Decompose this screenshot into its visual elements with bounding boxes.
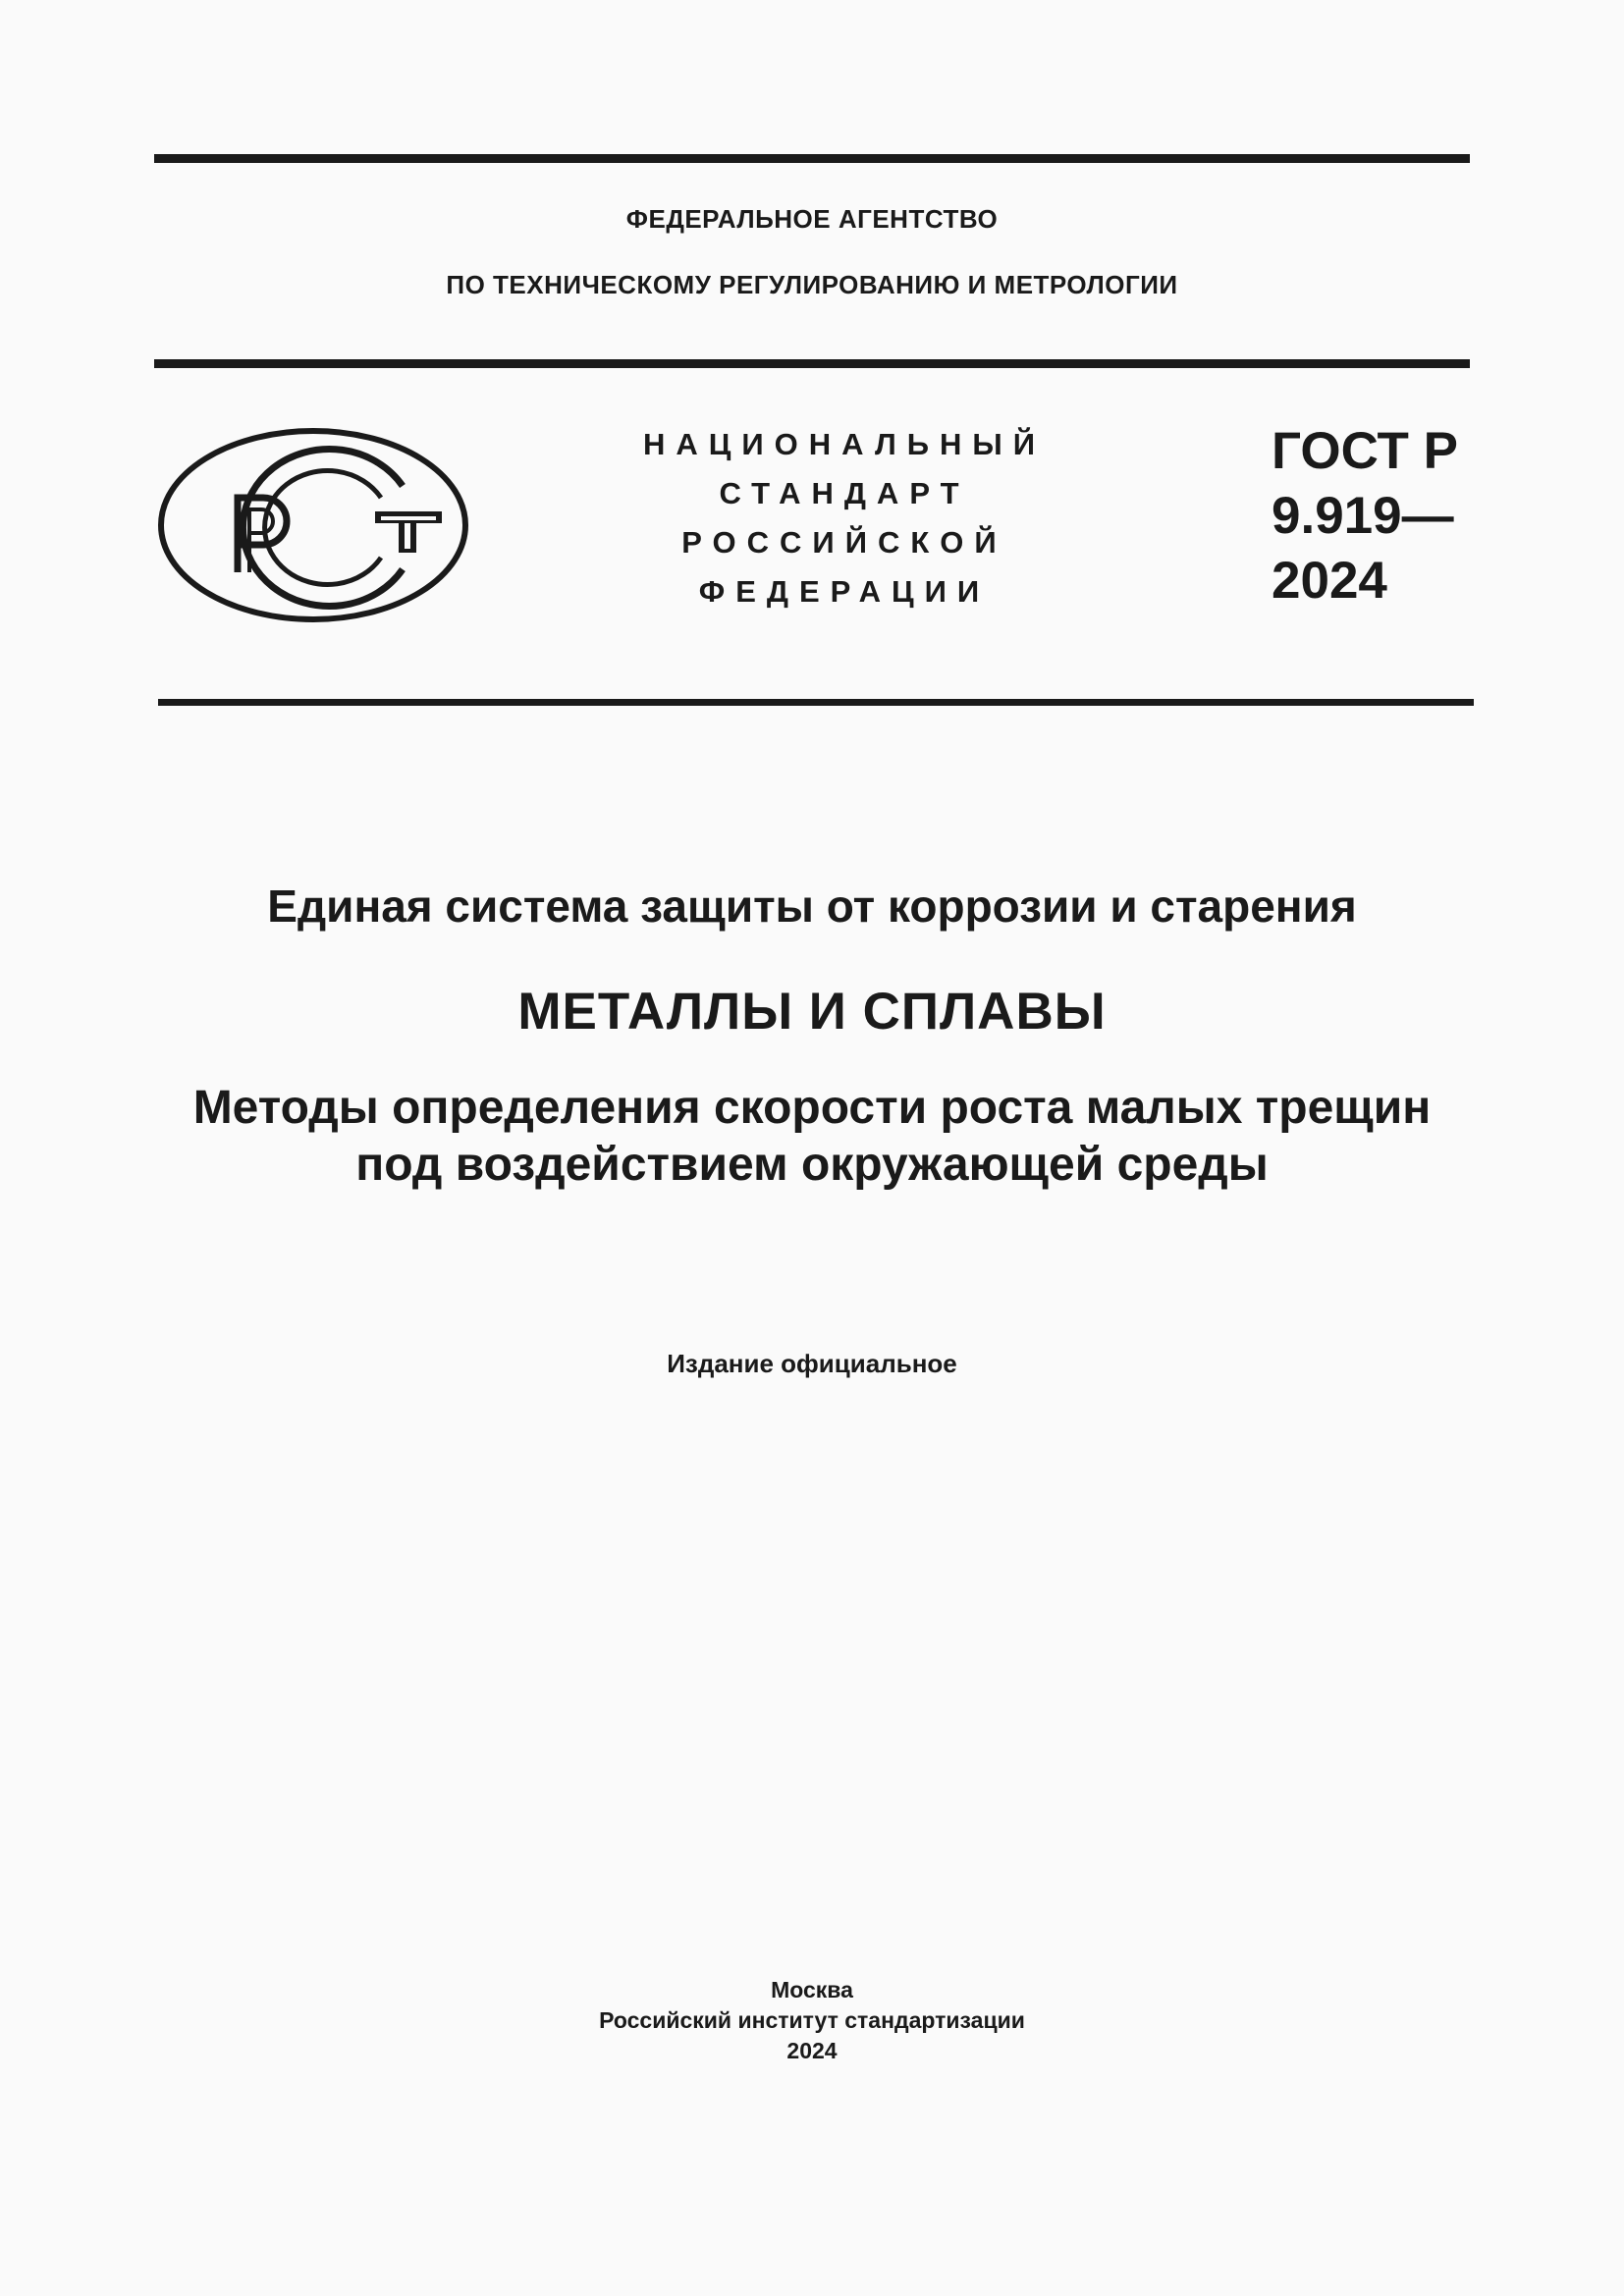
- subtitle: [0, 1080, 1624, 1194]
- imprint-city: Москва: [771, 1977, 853, 2002]
- designation-line3: 2024: [1272, 552, 1387, 610]
- subtitle-line1: Методы определения скорости роста малых трещин: [192, 1082, 1432, 1134]
- header-rule: [154, 359, 1470, 368]
- main-title: МЕТАЛЛЫ И СПЛАВЫ: [517, 983, 1107, 1041]
- agency-name-line2: ПО ТЕХНИЧЕСКОМУ РЕГУЛИРОВАНИЮ И МЕТРОЛОГИИ: [446, 270, 1178, 299]
- edition-note: Издание официальное: [667, 1349, 957, 1378]
- series-title: Единая система защиты от коррозии и старения: [267, 881, 1357, 932]
- standard-type-line3: РОССИЙСКОЙ: [681, 525, 1007, 560]
- standard-designation: [1272, 419, 1488, 614]
- imprint: [0, 1975, 1624, 2066]
- agency-name-line1: ФЕДЕРАЛЬНОЕ АГЕНТСТВО: [625, 204, 999, 234]
- subtitle-line2: под воздействием окружающей среды: [355, 1139, 1269, 1191]
- top-rule: [154, 154, 1470, 163]
- imprint-year: 2024: [786, 2038, 838, 2063]
- standard-type-line4: ФЕДЕРАЦИИ: [698, 574, 991, 609]
- designation-line1: ГОСТ Р: [1272, 422, 1458, 480]
- standard-type-line1: НАЦИОНАЛЬНЫЙ: [642, 427, 1047, 461]
- designation-rule: [158, 699, 1474, 706]
- standard-type-line2: СТАНДАРТ: [719, 476, 970, 510]
- designation-line2: 9.919—: [1272, 487, 1454, 545]
- rst-logo-icon: [157, 427, 469, 623]
- imprint-publisher: Российский институт стандартизации: [599, 2007, 1025, 2033]
- standard-type: [589, 420, 1100, 616]
